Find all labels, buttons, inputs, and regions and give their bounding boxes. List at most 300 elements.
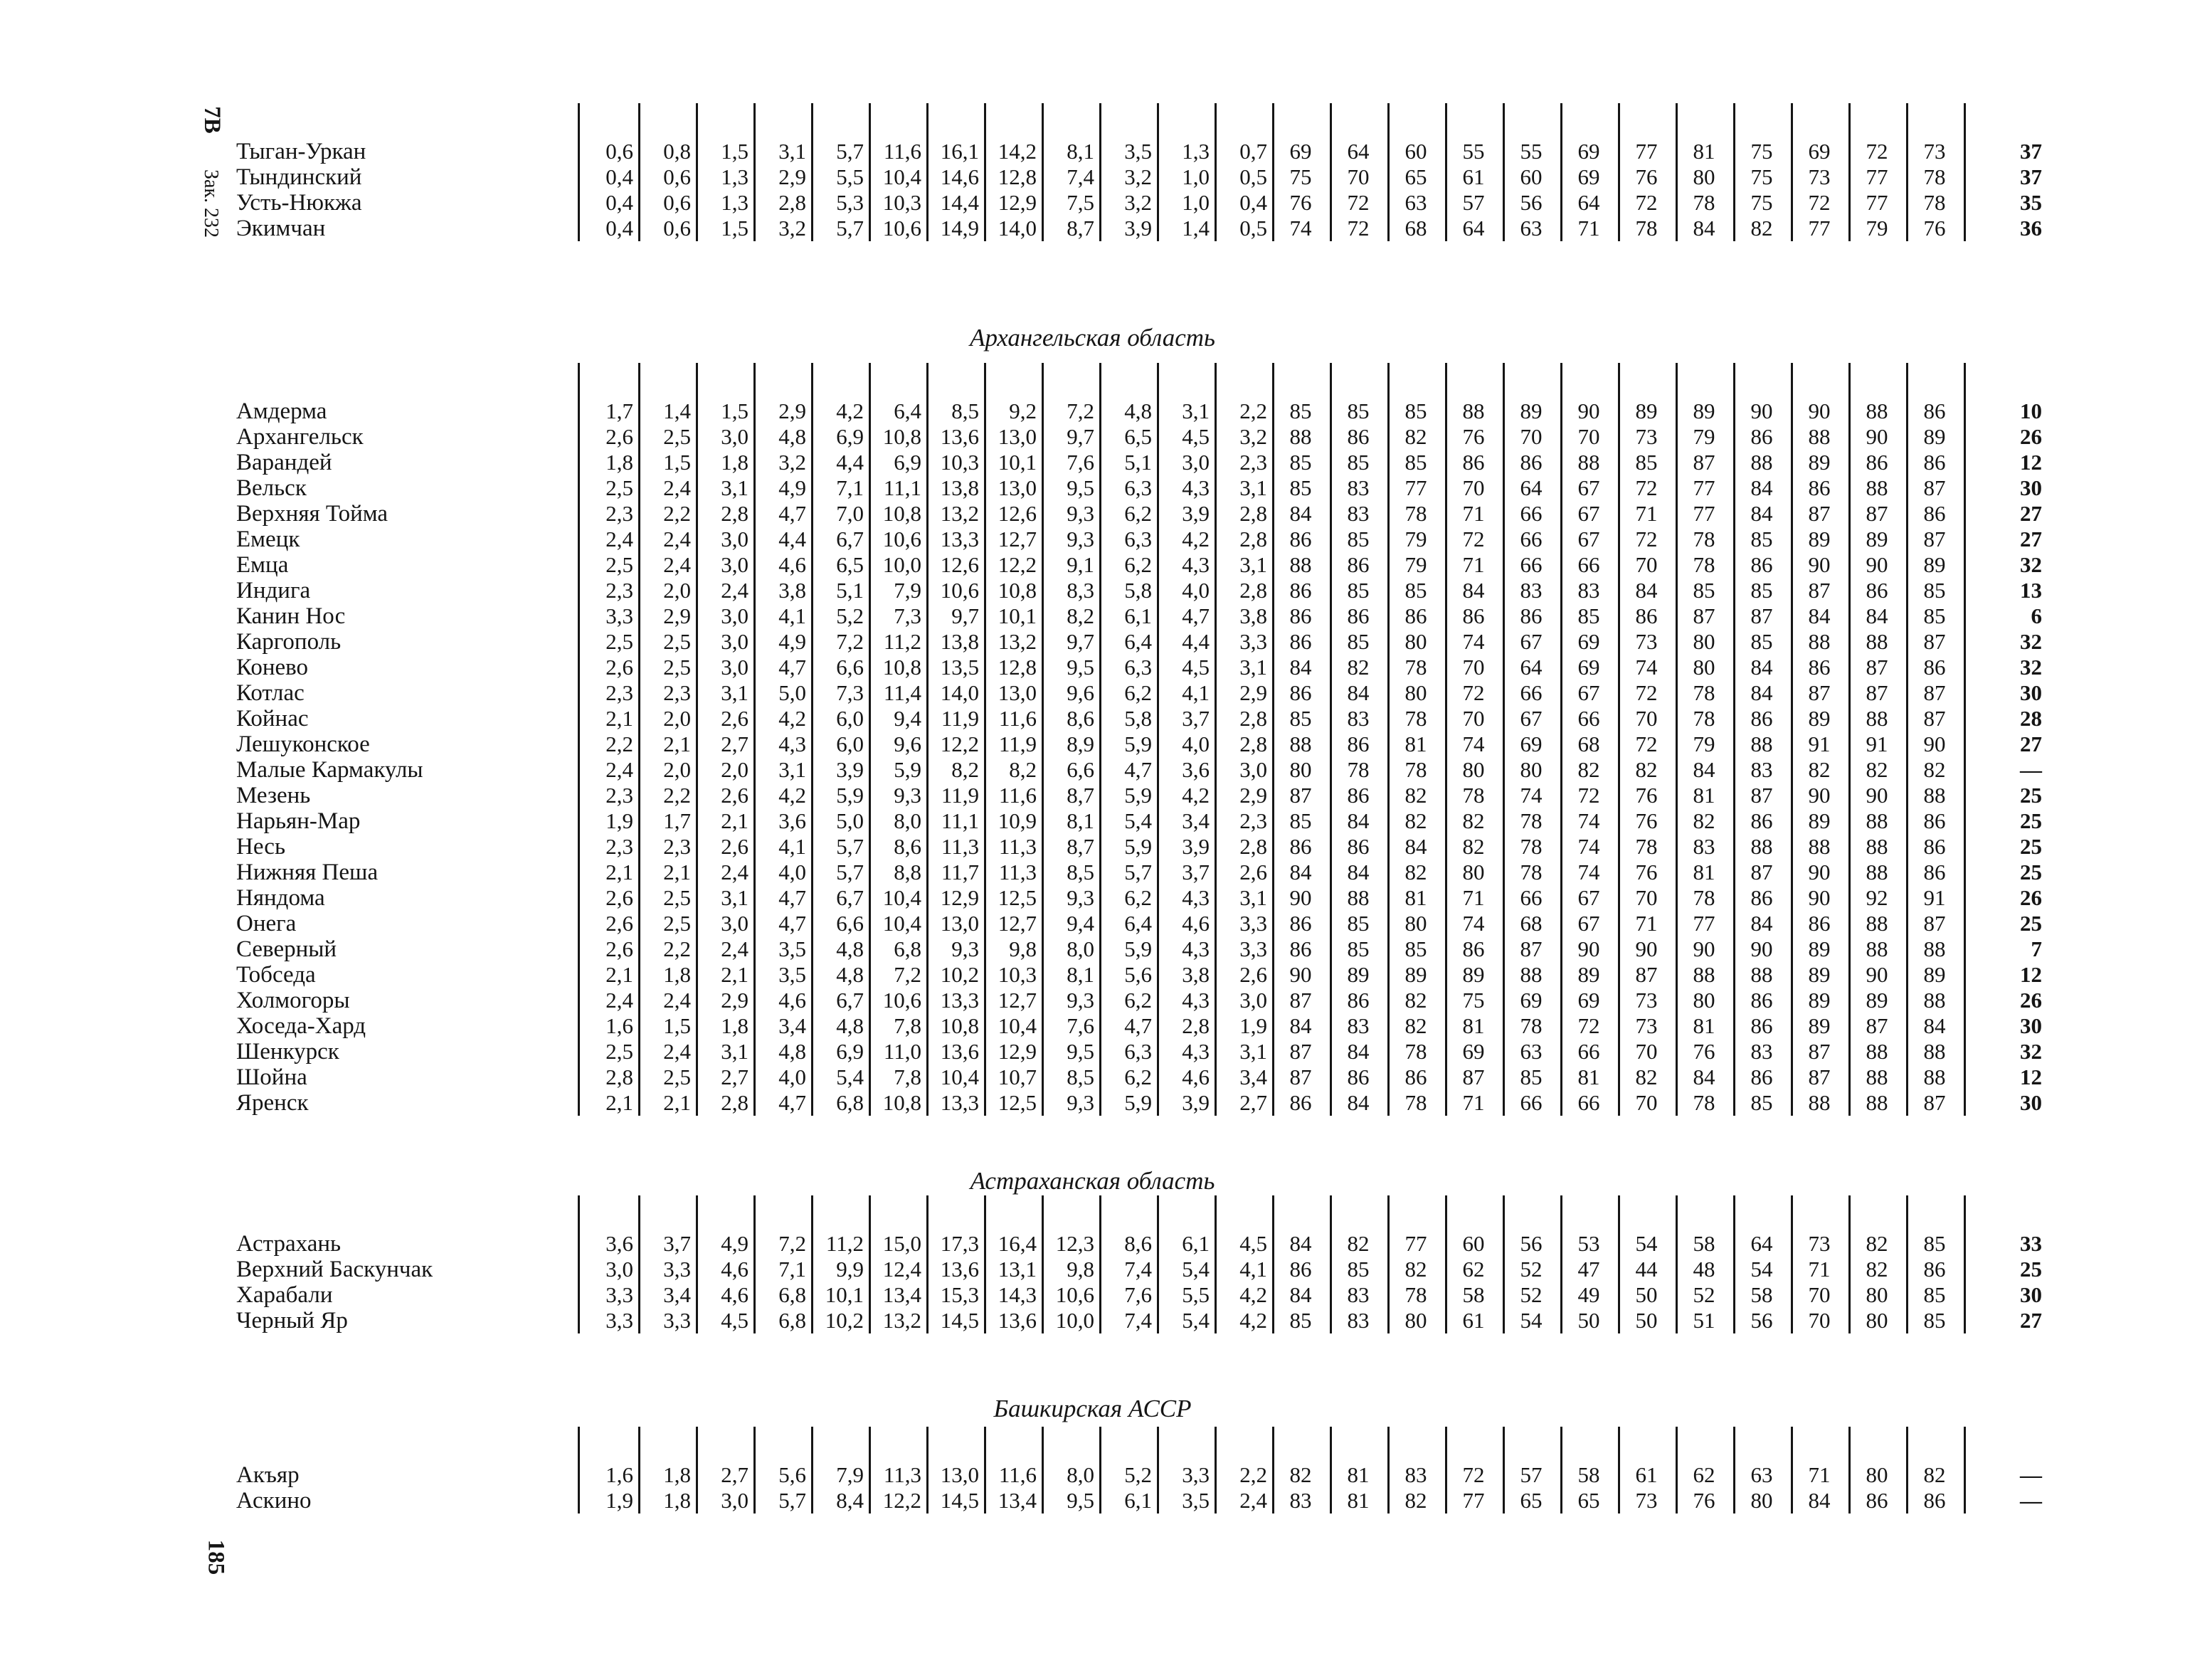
humidity-cell: 54	[1635, 1231, 1658, 1256]
temperature-cell: 3,4	[1182, 808, 1210, 833]
humidity-cell: 55	[1520, 139, 1543, 164]
temperature-cell: 2,9	[778, 398, 806, 423]
humidity-cell: 67	[1577, 475, 1600, 500]
humidity-cell: 68	[1520, 911, 1543, 936]
temperature-cell: 9,8	[1067, 1257, 1094, 1282]
humidity-cell: 44	[1635, 1257, 1658, 1282]
humidity-cell: 82	[1404, 1488, 1427, 1513]
humidity-cell: 82	[1866, 757, 1888, 782]
humidity-cell: 80	[1462, 860, 1485, 884]
humidity-cell: 82	[1347, 655, 1370, 680]
humidity-cell: 84	[1750, 680, 1773, 705]
humidity-cell: 69	[1462, 1039, 1485, 1064]
humidity-cell: 85	[1289, 450, 1312, 475]
temperature-cell: 2,4	[663, 1039, 691, 1064]
humidity-cell: 52	[1520, 1257, 1543, 1282]
humidity-cell: 85	[1693, 578, 1715, 603]
humidity-cell: 85	[1289, 1308, 1312, 1333]
temperature-cell: 3,8	[1182, 962, 1210, 987]
humidity-cell: 84	[1289, 1231, 1312, 1256]
humidity-cell: 88	[1462, 398, 1485, 423]
temperature-cell: 5,9	[836, 783, 864, 808]
humidity-cell: 77	[1404, 475, 1427, 500]
humidity-cell: 63	[1750, 1462, 1773, 1487]
temperature-cell: 8,4	[836, 1488, 864, 1513]
humidity-cell: 90	[1693, 936, 1715, 961]
humidity-cell: 56	[1520, 190, 1543, 215]
station-name: Варандей	[236, 450, 332, 475]
humidity-cell: 61	[1462, 164, 1485, 189]
temperature-cell: 3,1	[1239, 885, 1267, 910]
temperature-cell: 10,8	[882, 501, 921, 526]
temperature-cell: 1,6	[605, 1013, 633, 1038]
temperature-cell: 6,2	[1124, 1064, 1152, 1089]
temperature-cell: 13,6	[940, 1039, 979, 1064]
temperature-cell: 5,9	[1124, 1090, 1152, 1115]
temperature-cell: 1,5	[663, 1013, 691, 1038]
temperature-cell: 6,6	[836, 655, 864, 680]
temperature-cell: 11,1	[941, 808, 979, 833]
humidity-cell: 82	[1404, 860, 1427, 884]
table-row	[0, 1039, 2185, 1064]
temperature-cell: 8,1	[1067, 962, 1094, 987]
temperature-cell: 5,7	[836, 139, 864, 164]
temperature-cell: 6,5	[836, 552, 864, 577]
table-row	[0, 501, 2185, 527]
station-name: Конево	[236, 655, 309, 680]
temperature-cell: 2,2	[1239, 398, 1267, 423]
temperature-cell: 6,5	[1124, 424, 1152, 449]
temperature-cell: 4,3	[1182, 1039, 1210, 1064]
station-name: Шойна	[236, 1064, 307, 1090]
humidity-cell: 86	[1520, 450, 1543, 475]
humidity-cell: 84	[1808, 603, 1831, 628]
humidity-cell: 89	[1808, 988, 1831, 1013]
humidity-cell: 72	[1577, 1013, 1600, 1038]
humidity-cell: 85	[1347, 578, 1370, 603]
humidity-cell: 50	[1635, 1308, 1658, 1333]
temperature-cell: 8,2	[951, 757, 979, 782]
station-name: Индига	[236, 578, 311, 603]
humidity-cell: 63	[1404, 190, 1427, 215]
temperature-cell: 6,4	[1124, 911, 1152, 936]
temperature-cell: 8,2	[1009, 757, 1037, 782]
humidity-cell: 58	[1577, 1462, 1600, 1487]
table-row	[0, 655, 2185, 680]
humidity-cell: 80	[1693, 988, 1715, 1013]
humidity-cell: 87	[1635, 962, 1658, 987]
temperature-cell: 1,5	[721, 139, 748, 164]
humidity-cell: 83	[1347, 1282, 1370, 1307]
table-block	[0, 363, 2185, 1116]
page-number: 185	[203, 1539, 229, 1575]
humidity-cell: 91	[1866, 731, 1888, 756]
temperature-cell: 3,3	[1182, 1462, 1210, 1487]
temperature-cell: 12,8	[998, 655, 1037, 680]
humidity-cell: 56	[1520, 1231, 1543, 1256]
humidity-cell: 78	[1404, 501, 1427, 526]
temperature-cell: 9,9	[836, 1257, 864, 1282]
humidity-cell: 87	[1808, 578, 1831, 603]
humidity-cell: 64	[1520, 655, 1543, 680]
humidity-cell: 87	[1750, 783, 1773, 808]
temperature-cell: 12,8	[998, 164, 1037, 189]
temperature-cell: 1,9	[1239, 1013, 1267, 1038]
temperature-cell: 6,0	[836, 731, 864, 756]
last-value-cell: 13	[2020, 578, 2042, 603]
temperature-cell: 13,5	[940, 655, 979, 680]
station-name: Астрахань	[236, 1231, 342, 1257]
humidity-cell: 86	[1404, 1064, 1427, 1089]
temperature-cell: 4,2	[1239, 1308, 1267, 1333]
humidity-cell: 78	[1693, 706, 1715, 731]
humidity-cell: 86	[1866, 578, 1888, 603]
humidity-cell: 85	[1404, 936, 1427, 961]
humidity-cell: 79	[1693, 731, 1715, 756]
temperature-cell: 2,5	[663, 655, 691, 680]
humidity-cell: 88	[1866, 834, 1888, 859]
temperature-cell: 4,2	[778, 783, 806, 808]
temperature-cell: 9,3	[1067, 501, 1094, 526]
temperature-cell: 4,4	[1182, 629, 1210, 654]
humidity-cell: 67	[1520, 629, 1543, 654]
temperature-cell: 13,0	[998, 424, 1037, 449]
humidity-cell: 76	[1635, 783, 1658, 808]
humidity-cell: 84	[1693, 1064, 1715, 1089]
temperature-cell: 2,6	[605, 936, 633, 961]
temperature-cell: 7,6	[1067, 450, 1094, 475]
temperature-cell: 13,0	[998, 680, 1037, 705]
humidity-cell: 84	[1923, 1013, 1946, 1038]
table-row	[0, 216, 2185, 241]
temperature-cell: 6,1	[1124, 603, 1152, 628]
temperature-cell: 2,4	[721, 936, 748, 961]
temperature-cell: 14,0	[998, 216, 1037, 241]
table-row	[0, 629, 2185, 655]
humidity-cell: 69	[1808, 139, 1831, 164]
humidity-cell: 84	[1289, 1282, 1312, 1307]
humidity-cell: 87	[1923, 680, 1946, 705]
humidity-cell: 85	[1289, 475, 1312, 500]
humidity-cell: 84	[1404, 834, 1427, 859]
temperature-cell: 3,3	[605, 1282, 633, 1307]
temperature-cell: 5,9	[1124, 834, 1152, 859]
temperature-cell: 13,6	[940, 1257, 979, 1282]
humidity-cell: 82	[1923, 757, 1946, 782]
humidity-cell: 72	[1462, 527, 1485, 551]
temperature-cell: 2,5	[605, 475, 633, 500]
temperature-cell: 3,3	[663, 1257, 691, 1282]
humidity-cell: 86	[1347, 834, 1370, 859]
temperature-cell: 6,9	[894, 450, 921, 475]
temperature-cell: 13,2	[998, 629, 1037, 654]
humidity-cell: 80	[1693, 164, 1715, 189]
humidity-cell: 85	[1347, 936, 1370, 961]
temperature-cell: 10,6	[882, 527, 921, 551]
temperature-cell: 2,2	[663, 501, 691, 526]
temperature-cell: 3,1	[1239, 475, 1267, 500]
temperature-cell: 14,3	[998, 1282, 1037, 1307]
humidity-cell: 80	[1404, 680, 1427, 705]
humidity-cell: 73	[1635, 988, 1658, 1013]
humidity-cell: 63	[1520, 216, 1543, 241]
humidity-cell: 87	[1866, 680, 1888, 705]
temperature-cell: 6,9	[836, 424, 864, 449]
humidity-cell: 86	[1289, 527, 1312, 551]
temperature-cell: 5,7	[778, 1488, 806, 1513]
temperature-cell: 0,5	[1239, 216, 1267, 241]
temperature-cell: 6,9	[836, 1039, 864, 1064]
humidity-cell: 79	[1404, 527, 1427, 551]
temperature-cell: 3,4	[778, 1013, 806, 1038]
temperature-cell: 2,8	[1239, 731, 1267, 756]
temperature-cell: 13,2	[882, 1308, 921, 1333]
humidity-cell: 88	[1866, 1064, 1888, 1089]
temperature-cell: 2,9	[778, 164, 806, 189]
humidity-cell: 88	[1750, 450, 1773, 475]
humidity-cell: 71	[1635, 501, 1658, 526]
humidity-cell: 70	[1808, 1282, 1831, 1307]
humidity-cell: 84	[1289, 501, 1312, 526]
section-title-astrakhan: Астраханская область	[970, 1167, 1215, 1195]
humidity-cell: 86	[1923, 1257, 1946, 1282]
temperature-cell: 10,1	[825, 1282, 864, 1307]
temperature-cell: 0,6	[663, 164, 691, 189]
humidity-cell: 87	[1923, 706, 1946, 731]
humidity-cell: 77	[1462, 1488, 1485, 1513]
temperature-cell: 1,7	[663, 808, 691, 833]
temperature-cell: 5,4	[1182, 1257, 1210, 1282]
humidity-cell: 86	[1289, 629, 1312, 654]
humidity-cell: 88	[1923, 988, 1946, 1013]
table-row	[0, 757, 2185, 783]
section-title-bashkir: Башкирская АССР	[993, 1395, 1192, 1422]
humidity-cell: 51	[1693, 1308, 1715, 1333]
humidity-cell: 87	[1923, 475, 1946, 500]
humidity-cell: 70	[1577, 424, 1600, 449]
humidity-cell: 84	[1347, 808, 1370, 833]
humidity-cell: 86	[1289, 834, 1312, 859]
temperature-cell: 2,4	[663, 988, 691, 1013]
temperature-cell: 1,0	[1182, 164, 1210, 189]
station-name: Акъяр	[236, 1462, 300, 1488]
humidity-cell: 71	[1635, 911, 1658, 936]
temperature-cell: 2,8	[778, 190, 806, 215]
humidity-cell: 77	[1808, 216, 1831, 241]
temperature-cell: 2,6	[605, 911, 633, 936]
humidity-cell: 87	[1866, 655, 1888, 680]
humidity-cell: 80	[1750, 1488, 1773, 1513]
humidity-cell: 88	[1808, 834, 1831, 859]
last-value-cell: 25	[2020, 834, 2042, 859]
temperature-cell: 9,6	[894, 731, 921, 756]
humidity-cell: 86	[1750, 885, 1773, 910]
temperature-cell: 3,3	[1239, 629, 1267, 654]
humidity-cell: 72	[1462, 1462, 1485, 1487]
temperature-cell: 3,0	[1239, 757, 1267, 782]
last-value-cell: 28	[2020, 706, 2042, 731]
temperature-cell: 10,8	[940, 1013, 979, 1038]
humidity-cell: 80	[1404, 629, 1427, 654]
humidity-cell: 85	[1750, 527, 1773, 551]
humidity-cell: 86	[1289, 1090, 1312, 1115]
humidity-cell: 62	[1462, 1257, 1485, 1282]
temperature-cell: 4,8	[836, 1013, 864, 1038]
temperature-cell: 7,8	[894, 1013, 921, 1038]
temperature-cell: 14,5	[940, 1308, 979, 1333]
last-value-cell: —	[2020, 1462, 2042, 1487]
table-row	[0, 731, 2185, 757]
humidity-cell: 77	[1866, 190, 1888, 215]
humidity-cell: 88	[1866, 936, 1888, 961]
temperature-cell: 4,8	[778, 1039, 806, 1064]
temperature-cell: 12,5	[998, 1090, 1037, 1115]
humidity-cell: 70	[1635, 1039, 1658, 1064]
temperature-cell: 0,6	[663, 190, 691, 215]
temperature-cell: 2,2	[605, 731, 633, 756]
temperature-cell: 5,4	[836, 1064, 864, 1089]
humidity-cell: 74	[1462, 731, 1485, 756]
humidity-cell: 87	[1866, 501, 1888, 526]
temperature-cell: 3,3	[663, 1308, 691, 1333]
humidity-cell: 82	[1693, 808, 1715, 833]
temperature-cell: 12,6	[940, 552, 979, 577]
temperature-cell: 9,5	[1067, 1488, 1094, 1513]
temperature-cell: 0,4	[605, 164, 633, 189]
temperature-cell: 2,5	[663, 424, 691, 449]
humidity-cell: 74	[1577, 808, 1600, 833]
temperature-cell: 5,5	[836, 164, 864, 189]
humidity-cell: 78	[1635, 834, 1658, 859]
temperature-cell: 10,4	[998, 1013, 1037, 1038]
temperature-cell: 9,6	[1067, 680, 1094, 705]
humidity-cell: 88	[1520, 962, 1543, 987]
temperature-cell: 7,9	[836, 1462, 864, 1487]
humidity-cell: 90	[1750, 936, 1773, 961]
temperature-cell: 4,5	[1182, 655, 1210, 680]
humidity-cell: 80	[1520, 757, 1543, 782]
humidity-cell: 82	[1404, 1013, 1427, 1038]
humidity-cell: 89	[1923, 424, 1946, 449]
humidity-cell: 90	[1289, 962, 1312, 987]
humidity-cell: 90	[1750, 398, 1773, 423]
temperature-cell: 9,5	[1067, 655, 1094, 680]
last-value-cell: 30	[2020, 1090, 2042, 1115]
temperature-cell: 2,5	[605, 552, 633, 577]
humidity-cell: 86	[1289, 936, 1312, 961]
humidity-cell: 50	[1635, 1282, 1658, 1307]
humidity-cell: 81	[1577, 1064, 1600, 1089]
humidity-cell: 77	[1693, 501, 1715, 526]
last-value-cell: 12	[2020, 962, 2042, 987]
humidity-cell: 89	[1577, 962, 1600, 987]
temperature-cell: 2,8	[1239, 501, 1267, 526]
temperature-cell: 10,1	[998, 603, 1037, 628]
humidity-cell: 82	[1289, 1462, 1312, 1487]
temperature-cell: 4,0	[778, 1064, 806, 1089]
temperature-cell: 12,2	[882, 1488, 921, 1513]
temperature-cell: 4,3	[1182, 885, 1210, 910]
humidity-cell: 75	[1750, 190, 1773, 215]
humidity-cell: 77	[1866, 164, 1888, 189]
humidity-cell: 73	[1923, 139, 1946, 164]
temperature-cell: 3,4	[1239, 1064, 1267, 1089]
temperature-cell: 9,7	[951, 603, 979, 628]
temperature-cell: 2,4	[605, 527, 633, 551]
humidity-cell: 86	[1750, 706, 1773, 731]
temperature-cell: 9,7	[1067, 629, 1094, 654]
temperature-cell: 1,8	[721, 450, 748, 475]
temperature-cell: 2,9	[1239, 680, 1267, 705]
last-value-cell: 32	[2020, 1039, 2042, 1064]
temperature-cell: 0,6	[605, 139, 633, 164]
humidity-cell: 82	[1635, 757, 1658, 782]
humidity-cell: 85	[1923, 1231, 1946, 1256]
temperature-cell: 5,7	[836, 834, 864, 859]
last-value-cell: 12	[2020, 450, 2042, 475]
temperature-cell: 2,5	[663, 885, 691, 910]
temperature-cell: 5,3	[836, 190, 864, 215]
humidity-cell: 71	[1462, 501, 1485, 526]
temperature-cell: 3,6	[605, 1231, 633, 1256]
last-value-cell: 27	[2020, 731, 2042, 756]
humidity-cell: 49	[1577, 1282, 1600, 1307]
station-name: Лешуконское	[236, 731, 370, 757]
temperature-cell: 5,4	[1124, 808, 1152, 833]
temperature-cell: 2,3	[663, 834, 691, 859]
temperature-cell: 7,4	[1124, 1257, 1152, 1282]
humidity-cell: 90	[1289, 885, 1312, 910]
temperature-cell: 3,0	[721, 527, 748, 551]
humidity-cell: 87	[1289, 988, 1312, 1013]
temperature-cell: 3,1	[778, 757, 806, 782]
temperature-cell: 2,5	[663, 911, 691, 936]
humidity-cell: 77	[1693, 911, 1715, 936]
temperature-cell: 1,4	[1182, 216, 1210, 241]
table-row	[0, 527, 2185, 552]
humidity-cell: 74	[1635, 655, 1658, 680]
humidity-cell: 86	[1347, 603, 1370, 628]
humidity-cell: 56	[1750, 1308, 1773, 1333]
temperature-cell: 11,6	[883, 139, 921, 164]
humidity-cell: 76	[1693, 1039, 1715, 1064]
humidity-cell: 87	[1808, 1039, 1831, 1064]
humidity-cell: 88	[1923, 1039, 1946, 1064]
humidity-cell: 82	[1404, 808, 1427, 833]
humidity-cell: 78	[1404, 757, 1427, 782]
humidity-cell: 69	[1577, 655, 1600, 680]
humidity-cell: 84	[1750, 475, 1773, 500]
humidity-cell: 57	[1462, 190, 1485, 215]
humidity-cell: 54	[1520, 1308, 1543, 1333]
humidity-cell: 86	[1750, 988, 1773, 1013]
last-value-cell: 35	[2020, 190, 2042, 215]
humidity-cell: 83	[1289, 1488, 1312, 1513]
temperature-cell: 8,5	[1067, 860, 1094, 884]
humidity-cell: 84	[1289, 860, 1312, 884]
humidity-cell: 90	[1808, 398, 1831, 423]
table-block	[0, 1427, 2185, 1513]
humidity-cell: 55	[1462, 139, 1485, 164]
humidity-cell: 85	[1635, 450, 1658, 475]
temperature-cell: 2,9	[1239, 783, 1267, 808]
temperature-cell: 4,2	[836, 398, 864, 423]
humidity-cell: 79	[1866, 216, 1888, 241]
temperature-cell: 10,3	[940, 450, 979, 475]
table-row	[0, 936, 2185, 962]
station-name: Архангельск	[236, 424, 364, 450]
humidity-cell: 71	[1462, 885, 1485, 910]
